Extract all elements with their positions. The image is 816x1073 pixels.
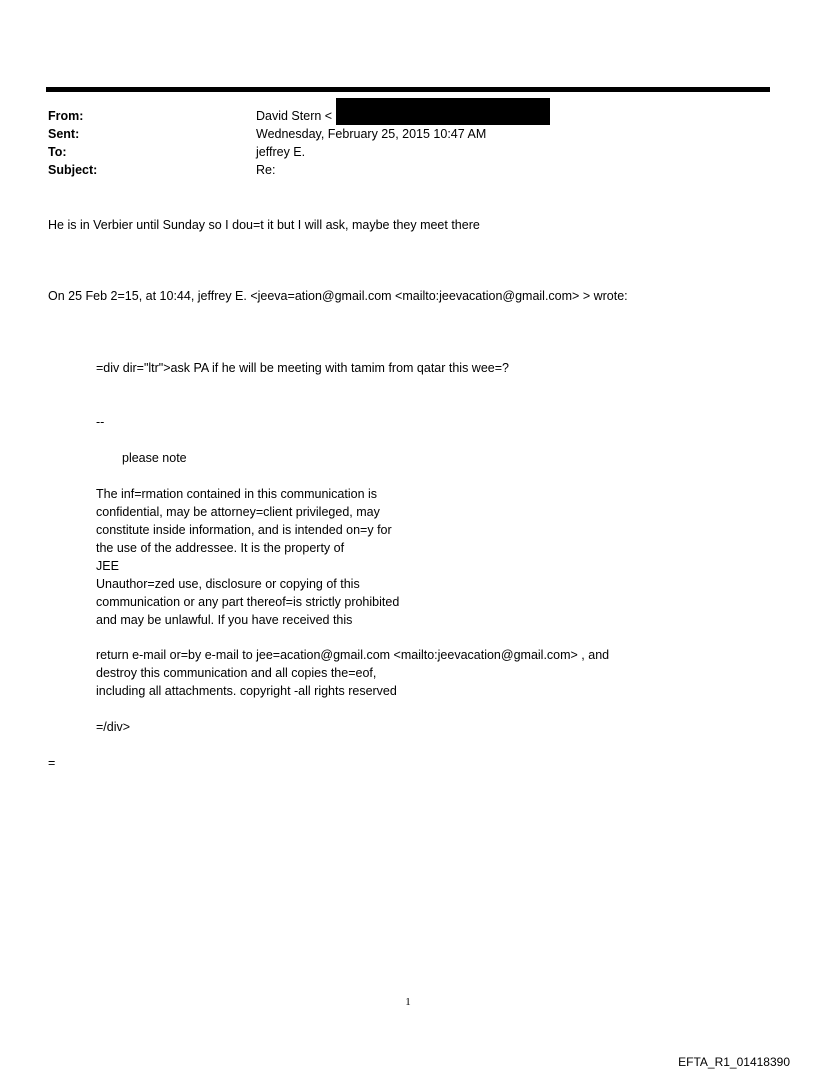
return-line: return e-mail or=by e-mail to jee=acation@gmail.com <mailto:jeevacation@gmail.com> , and (96, 648, 610, 662)
page-number: 1 (405, 996, 411, 1008)
document-id: EFTA_R1_01418390 (678, 1055, 790, 1069)
subject-label: Subject: (48, 163, 98, 177)
return-line: destroy this communication and all copies the=eof, (96, 666, 377, 680)
disclaimer-paragraph (96, 485, 399, 629)
redaction-box (336, 98, 550, 125)
disclaimer-line: the use of the addressee. It is the property of (96, 541, 345, 555)
sent-row (48, 125, 748, 143)
quoted-message: =div dir="ltr">ask PA if he will be meeting with tamim from qatar this wee=? (96, 361, 509, 375)
from-label: From: (48, 109, 84, 123)
subject-row (48, 161, 748, 179)
disclaimer-line: confidential, may be attorney=client privileged, may (96, 505, 380, 519)
sent-label: Sent: (48, 127, 80, 141)
return-line: including all attachments. copyright -all rights reserved (96, 684, 397, 698)
signature-separator: -- (96, 415, 105, 429)
subject-value: Re: (256, 163, 276, 177)
reply-text: He is in Verbier until Sunday so I dou=t it but I will ask, maybe they meet there (48, 218, 480, 232)
quote-intro: On 25 Feb 2=15, at 10:44, jeffrey E. <jeeva=ation@gmail.com <mailto:jeevacation@gmail.com> > wrote: (48, 289, 628, 303)
return-paragraph (96, 646, 609, 700)
from-value: David Stern < (256, 109, 333, 123)
please-note: please note (122, 451, 187, 465)
to-row (48, 143, 748, 161)
email-header (48, 107, 748, 179)
trailing-marker: = (48, 756, 56, 770)
disclaimer-line: and may be unlawful. If you have received this (96, 613, 353, 627)
from-row (48, 107, 748, 125)
disclaimer-line: JEE (96, 559, 119, 573)
closing-div: =/div> (96, 720, 131, 734)
disclaimer-line: The inf=rmation contained in this communication is (96, 487, 378, 501)
disclaimer-line: communication or any part thereof=is strictly prohibited (96, 595, 400, 609)
to-label: To: (48, 145, 67, 159)
disclaimer-line: Unauthor=zed use, disclosure or copying of this (96, 577, 360, 591)
disclaimer-line: constitute inside information, and is intended on=y for (96, 523, 392, 537)
to-value: jeffrey E. (256, 145, 306, 159)
sent-value: Wednesday, February 25, 2015 10:47 AM (256, 127, 487, 141)
header-rule (46, 87, 770, 92)
